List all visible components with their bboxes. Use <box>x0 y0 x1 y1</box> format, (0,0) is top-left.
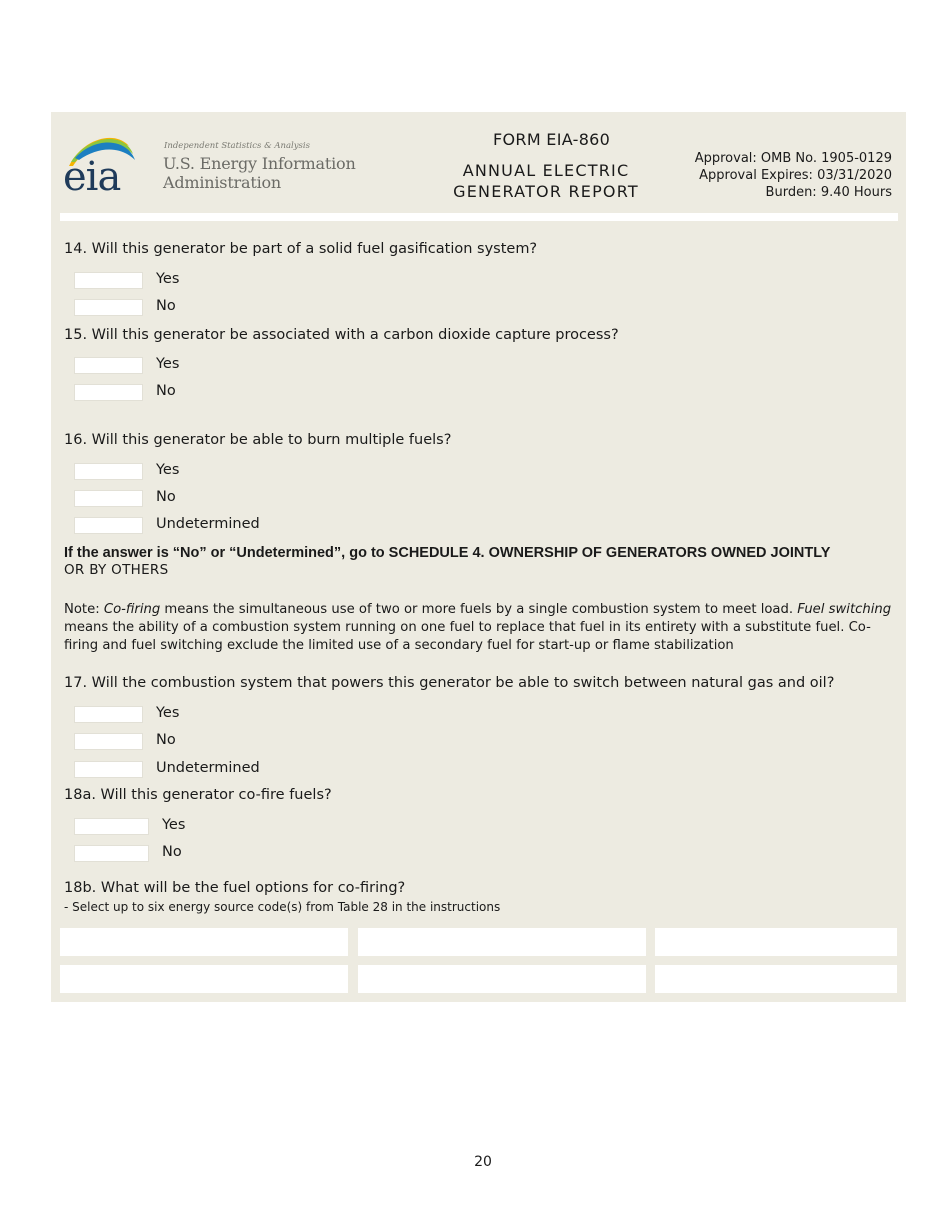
report-title-line2: GENERATOR REPORT <box>453 182 639 201</box>
q16-undetermined-checkbox[interactable] <box>74 517 143 534</box>
question-18a: 18a. Will this generator co-fire fuels? <box>64 787 332 803</box>
q16-yes-checkbox[interactable] <box>74 463 143 480</box>
report-title-line1: ANNUAL ELECTRIC <box>462 161 630 180</box>
agency-tagline: Independent Statistics & Analysis <box>164 141 310 151</box>
q18a-no-label: No <box>162 844 182 860</box>
question-15: 15. Will this generator be associated with a carbon dioxide capture process? <box>64 327 619 343</box>
report-title <box>431 160 661 202</box>
note-term-co-firing: Co-firing <box>103 602 161 617</box>
energy-source-code-input-5[interactable] <box>358 965 646 993</box>
svg-text:eia: eia <box>63 154 121 196</box>
co-firing-note <box>64 601 904 655</box>
q15-no-label: No <box>156 383 176 399</box>
form-title: FORM EIA-860 <box>493 130 611 149</box>
energy-source-code-input-6[interactable] <box>655 965 897 993</box>
approval-info <box>695 150 892 201</box>
energy-source-code-input-4[interactable] <box>60 965 348 993</box>
q17-yes-checkbox[interactable] <box>74 706 143 723</box>
q15-no-checkbox[interactable] <box>74 384 143 401</box>
agency-name-line1: U.S. Energy Information <box>163 154 356 173</box>
approval-omb: Approval: OMB No. 1905-0129 <box>694 151 892 166</box>
note-prefix: Note: <box>64 602 104 617</box>
skip-instruction <box>64 545 899 579</box>
q14-no-label: No <box>156 298 176 314</box>
q18a-no-checkbox[interactable] <box>74 845 149 862</box>
q16-yes-label: Yes <box>156 462 180 478</box>
q15-yes-label: Yes <box>156 356 180 372</box>
q17-no-label: No <box>156 732 176 748</box>
question-14: 14. Will this generator be part of a solid fuel gasification system? <box>64 241 538 257</box>
q17-undetermined-checkbox[interactable] <box>74 761 143 778</box>
q17-yes-label: Yes <box>156 705 180 721</box>
q16-no-label: No <box>156 489 176 505</box>
form-header <box>51 112 906 212</box>
question-16: 16. Will this generator be able to burn multiple fuels? <box>64 432 452 448</box>
skip-instruction-normal: OR BY OTHERS <box>64 562 169 578</box>
form-panel <box>51 112 906 1002</box>
question-18b: 18b. What will be the fuel options for co-firing? <box>64 880 406 896</box>
q18a-yes-checkbox[interactable] <box>74 818 149 835</box>
q18b-sub-note: - Select up to six energy source code(s) from Table 28 in the instructions <box>64 900 501 914</box>
question-17: 17. Will the combustion system that powers this generator be able to switch between natural gas and oil? <box>64 675 835 691</box>
header-divider <box>60 213 898 221</box>
q16-undetermined-label: Undetermined <box>156 516 260 532</box>
note-term-fuel-switching: Fuel switching <box>797 602 892 617</box>
page-number: 20 <box>474 1154 492 1170</box>
q14-no-checkbox[interactable] <box>74 299 143 316</box>
q15-yes-checkbox[interactable] <box>74 357 143 374</box>
q17-no-checkbox[interactable] <box>74 733 143 750</box>
note-text-1: means the simultaneous use of two or more fuels by a single combustion system to meet load. <box>160 602 798 617</box>
approval-expires: Approval Expires: 03/31/2020 <box>699 168 892 183</box>
q18a-yes-label: Yes <box>162 817 186 833</box>
note-text-2: means the ability of a combustion system running on one fuel to replace that fuel in its entirety with a substitute fuel. Co-firing and fuel switching exclude the limited use of a secondary fuel for start-up or flame stabilization <box>64 620 871 653</box>
eia-logo-icon <box>63 132 163 196</box>
energy-source-code-input-2[interactable] <box>358 928 646 956</box>
q16-no-checkbox[interactable] <box>74 490 143 507</box>
q17-undetermined-label: Undetermined <box>156 760 260 776</box>
energy-source-code-input-1[interactable] <box>60 928 348 956</box>
approval-burden: Burden: 9.40 Hours <box>765 185 892 200</box>
q14-yes-label: Yes <box>156 271 180 287</box>
skip-instruction-bold: If the answer is “No” or “Undetermined”, go to SCHEDULE 4. OWNERSHIP OF GENERATORS OWNED JOINTLY <box>64 545 831 561</box>
energy-source-code-input-3[interactable] <box>655 928 897 956</box>
agency-name <box>163 154 356 192</box>
agency-name-line2: Administration <box>163 173 282 192</box>
q14-yes-checkbox[interactable] <box>74 272 143 289</box>
